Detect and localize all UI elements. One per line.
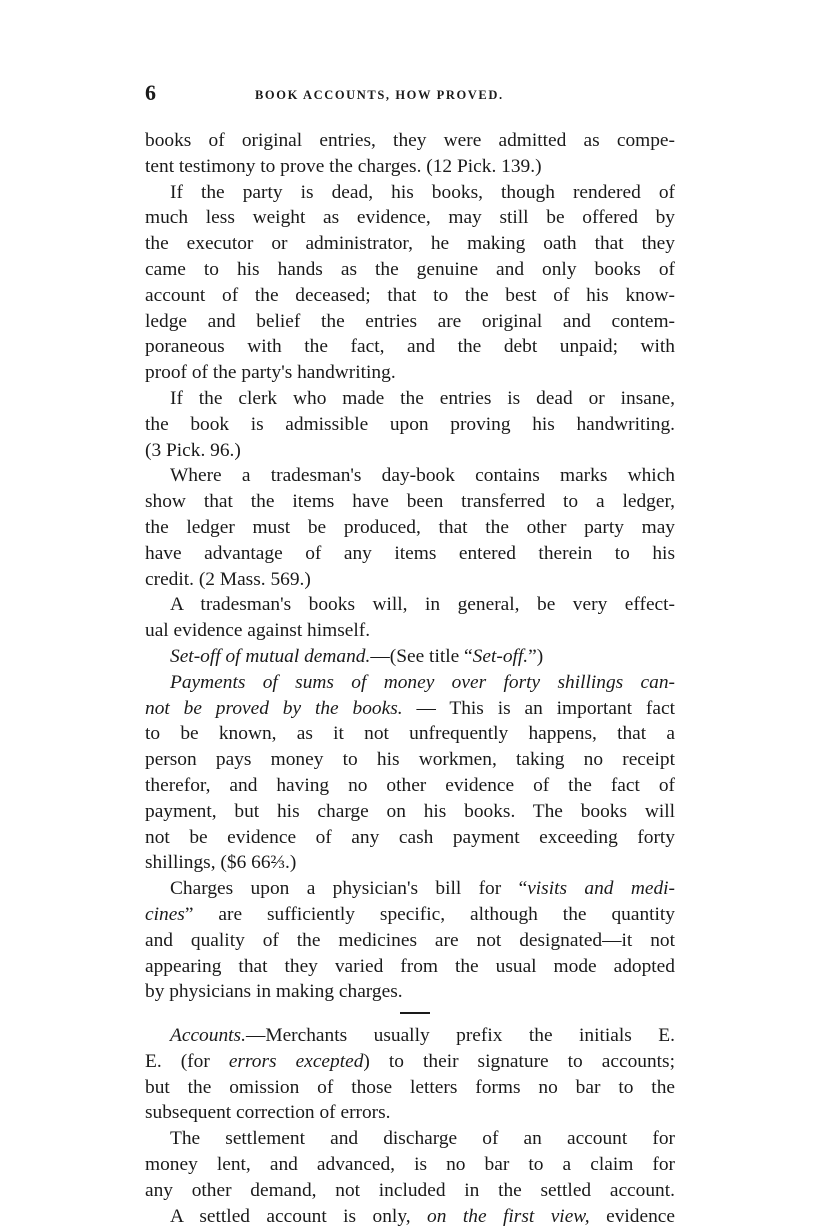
text-line: payment, but his charge on his books. The books will	[145, 800, 675, 822]
text-line: and quality of the medicines are not designated—it not	[145, 929, 675, 951]
italic-phrase: Accounts.	[170, 1025, 246, 1047]
text-fragment: —Merchants usually prefix the initials E.	[245, 1025, 675, 1047]
text-line: If the clerk who made the entries is dead or insane,	[170, 387, 675, 409]
text-line: If the party is dead, his books, though rendered of	[170, 181, 675, 203]
text-line: but the omission of those letters forms no bar to the	[145, 1076, 675, 1098]
text-line	[145, 876, 675, 902]
italic-phrase: cines	[145, 903, 185, 925]
text-line: shillings, ($6 66⅔.)	[145, 852, 297, 874]
page-number: 6	[145, 80, 156, 105]
text-line: (3 Pick. 96.)	[145, 439, 241, 461]
text-line: subsequent correction of errors.	[145, 1102, 391, 1124]
italic-phrase: errors excepted	[228, 1050, 364, 1072]
text-line: to be known, as it not unfrequently happens, that a	[145, 723, 675, 745]
text-fragment: Charges upon a physician's bill for “	[170, 878, 528, 900]
text-line: person pays money to his workmen, taking no receipt	[145, 749, 675, 771]
text-line: the executor or administrator, he making oath that they	[145, 233, 675, 255]
text-line: much less weight as evidence, may still be offered by	[145, 207, 675, 229]
text-line: any other demand, not included in the settled account.	[145, 1179, 675, 1201]
text-fragment: evidence	[589, 1205, 675, 1227]
italic-phrase: not be proved by the books.	[145, 697, 403, 719]
text-line: show that the items have been transferred to a ledger,	[145, 491, 675, 513]
text-line: not be evidence of any cash payment exceeding forty	[145, 826, 675, 848]
text-line: The settlement and discharge of an account for	[170, 1128, 675, 1150]
italic-phrase: Set-off of mutual demand.	[170, 645, 371, 667]
text-line: A tradesman's books will, in general, be very effect-	[170, 594, 675, 616]
text-fragment: A settled account is only,	[170, 1205, 428, 1227]
running-title: BOOK ACCOUNTS, HOW PROVED.	[255, 88, 504, 102]
book-page	[145, 80, 675, 1229]
section-divider	[145, 1005, 675, 1023]
text-fragment: ) to their signature to accounts;	[363, 1050, 675, 1072]
text-line: credit. (2 Mass. 569.)	[145, 568, 311, 590]
text-line: the ledger must be produced, that the other party may	[145, 516, 675, 538]
text-line: Payments of sums of money over forty shillings can-	[170, 671, 675, 693]
text-line	[145, 644, 675, 670]
text-fragment: ” are sufficiently specific, although the quantity	[184, 903, 675, 925]
text-line	[145, 902, 675, 928]
text-line: poraneous with the fact, and the debt unpaid; with	[145, 336, 675, 358]
italic-phrase: visits and medi-	[527, 878, 676, 900]
text-line	[145, 1049, 675, 1075]
text-fragment: —(See title “	[370, 645, 473, 667]
text-line: came to his hands as the genuine and only books of	[145, 258, 675, 280]
text-line	[145, 696, 675, 722]
text-fragment: — This is an important fact	[402, 697, 675, 719]
text-line: account of the deceased; that to the best of his know-	[145, 284, 675, 306]
text-line: have advantage of any items entered therein to his	[145, 542, 675, 564]
divider-rule	[400, 1012, 430, 1014]
text-fragment: E. (for	[145, 1050, 229, 1072]
text-line: the book is admissible upon proving his handwriting.	[145, 413, 675, 435]
text-line: ledge and belief the entries are original and contem-	[145, 310, 675, 332]
text-line: by physicians in making charges.	[145, 981, 403, 1003]
body-text	[145, 128, 675, 1229]
text-fragment: ”)	[528, 645, 544, 667]
text-line	[145, 1023, 675, 1049]
text-line: books of original entries, they were admitted as compe-	[145, 130, 675, 151]
text-line	[145, 1204, 675, 1229]
page-header	[145, 80, 675, 108]
text-line: appearing that they varied from the usual mode adopted	[145, 955, 675, 977]
text-line: tent testimony to prove the charges. (12 Pick. 139.)	[145, 155, 542, 177]
text-line: Where a tradesman's day-book contains marks which	[170, 465, 675, 487]
italic-phrase: Set-off.	[472, 645, 529, 667]
text-line: proof of the party's handwriting.	[145, 362, 396, 384]
italic-phrase: on the first view,	[427, 1205, 590, 1227]
text-line: money lent, and advanced, is no bar to a claim for	[145, 1154, 675, 1176]
text-line: therefor, and having no other evidence of the fact of	[145, 774, 675, 796]
text-line: ual evidence against himself.	[145, 620, 371, 642]
